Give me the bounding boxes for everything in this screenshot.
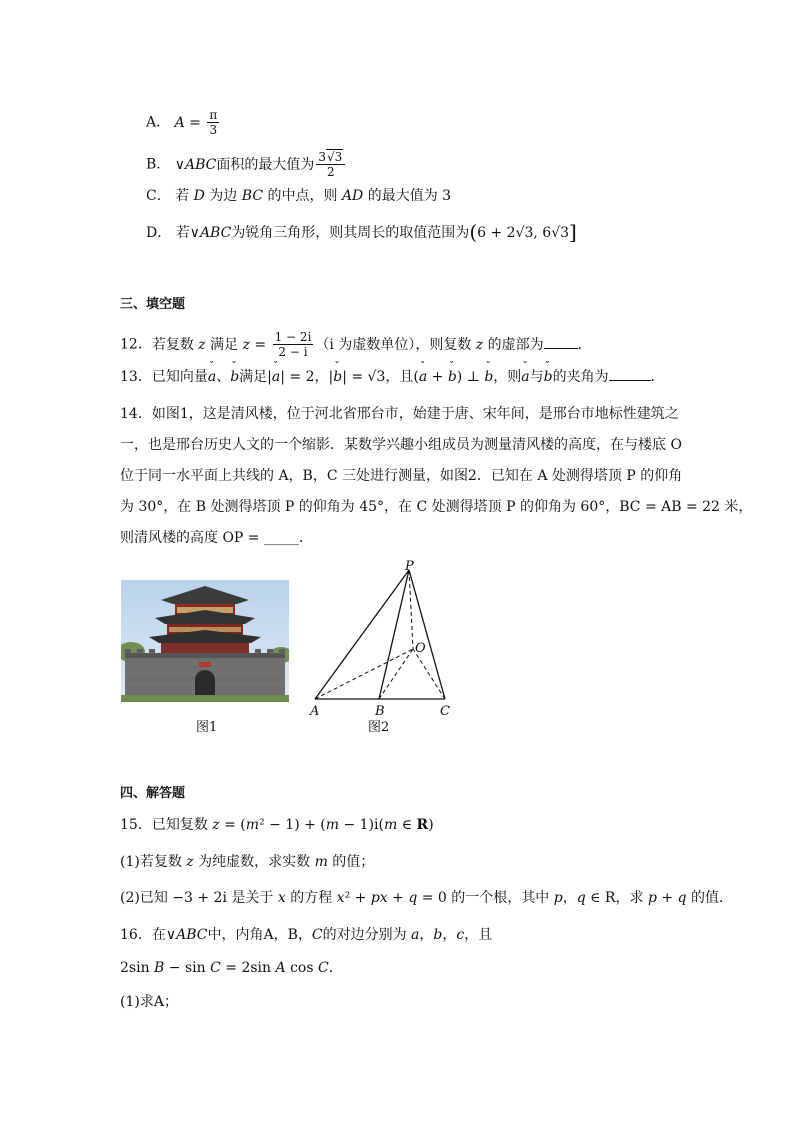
question-15-number: 15． — [120, 817, 152, 833]
label-o: O — [415, 641, 426, 656]
label-b: B — [375, 704, 385, 718]
question-14-line-2: 一，也是邢台历史人文的一个缩影．某数学兴趣小组成员为测量清风楼的高度，在与楼底 O — [120, 437, 682, 453]
line-pb — [379, 570, 409, 699]
option-c-letter: C． — [146, 188, 171, 204]
question-15-part-2: (2)已知 −3 + 2i 是关于 x 的方程 x² + px + q = 0 的一个根，其中 p，q ∈ R，求 p + q 的值． — [120, 890, 733, 906]
measurement-diagram — [305, 558, 465, 718]
option-a-text: A = $\frac{\pi}{3}$ — [174, 108, 218, 137]
question-14-line-3: 位于同一水平面上共线的 A，B，C 三处进行测量，如图2．已知在 A 处测得塔顶 P 的仰角 — [120, 468, 683, 484]
question-12 — [120, 330, 592, 359]
figure-1-caption: 图1 — [196, 720, 218, 735]
question-14-number: 14． — [120, 406, 152, 422]
line-ao-dashed — [315, 649, 413, 699]
option-d — [146, 222, 577, 243]
option-d-letter: D． — [146, 225, 172, 241]
option-b — [146, 150, 347, 179]
option-a-letter: A． — [146, 114, 171, 131]
line-bo-dashed — [379, 649, 413, 699]
label-p: P — [405, 559, 414, 574]
question-15-part-1: (1)若复数 z 为纯虚数，求实数 m 的值； — [120, 854, 375, 870]
question-13-text: 已知向量ˇ a、ˇ b满足|ˇ a| = 2，|ˇ b| = √3，且(ˇ a + ˇ b) ⊥ ˇ b，则ˇ a与ˇ b的夹角为 ． — [152, 369, 665, 385]
option-b-letter: B． — [146, 156, 171, 173]
line-pc — [409, 570, 445, 699]
option-d-text: 若∨ABC为锐角三角形，则其周长的取值范围为(6 + 2√3, 6√3] — [175, 220, 577, 244]
section-title-fill-in: 三、填空题 — [120, 297, 186, 312]
question-16-part-1: (1)求A； — [120, 994, 178, 1010]
figure-2-caption: 图2 — [368, 720, 390, 735]
question-16-text: 在∨ABC中，内角A，B，C的对边分别为 a，b，c，且 — [151, 927, 493, 943]
question-15-stem — [120, 815, 434, 835]
question-14-line-4: 为 30°，在 B 处测得塔顶 P 的仰角为 45°，在 C 处测得塔顶 P 的仰角为 60°，BC = AB = 22 米， — [120, 499, 753, 515]
line-co-dashed — [413, 649, 445, 699]
option-c-text: 若 D 为边 BC 的中点，则 AD 的最大值为 3 — [175, 188, 452, 204]
question-14-text-1: 如图1，这是清风楼，位于河北省邢台市，始建于唐、宋年间，是邢台市地标性建筑之 — [151, 406, 679, 422]
question-13 — [120, 366, 665, 387]
section-title-solve: 四、解答题 — [120, 786, 186, 801]
label-a: A — [310, 704, 320, 718]
question-16-equation: 2sin B − sin C = 2sin A cos C． — [120, 960, 343, 976]
question-12-text: 若复数 z 满足 z = $\frac{1 - 2i}{2 - i}$ （i 为虚数单位），则复数 z 的虚部为 ． — [151, 330, 592, 359]
option-a — [146, 108, 221, 137]
question-15-text: 已知复数 z = (m² − 1) + (m − 1)i(m ∈ R) — [151, 817, 434, 833]
option-c — [146, 186, 451, 206]
option-b-text: ∨ABC面积的最大值为 $\frac{3√3}{2}$ — [175, 157, 348, 173]
question-16-stem — [120, 925, 492, 945]
label-c: C — [440, 704, 450, 718]
question-16-number: 16． — [120, 927, 152, 943]
question-14-line-1 — [120, 404, 679, 424]
question-12-number: 12． — [120, 336, 152, 353]
qingfeng-tower-photo — [121, 580, 289, 702]
line-pa — [315, 570, 409, 699]
question-13-number: 13． — [120, 369, 152, 385]
question-14-line-5: 则清风楼的高度 OP = _____. — [120, 530, 304, 546]
